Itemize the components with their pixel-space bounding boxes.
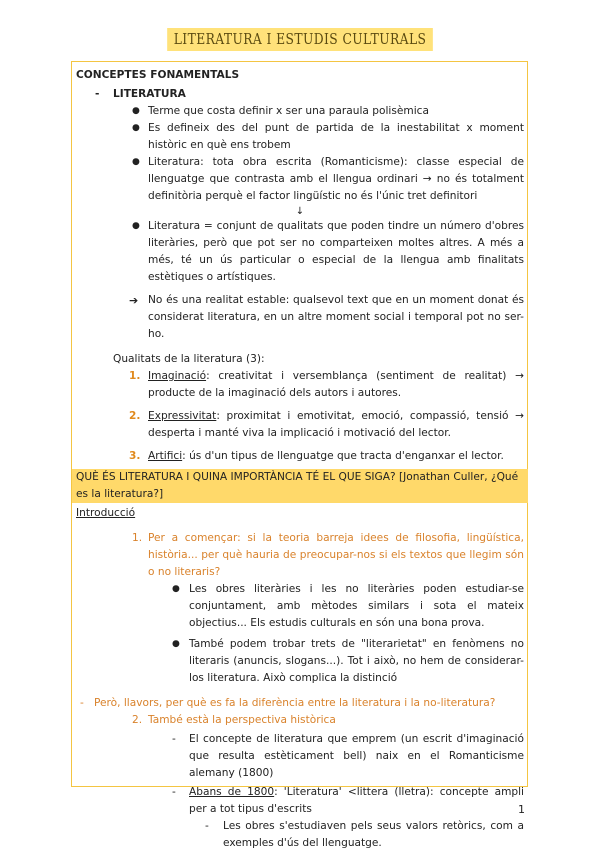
document-content — [76, 67, 524, 852]
section-heading-conceptes: CONCEPTES FONAMENTALS — [76, 69, 240, 81]
title-wrap — [0, 28, 600, 51]
dash-marker: - — [95, 88, 100, 100]
dash-marker: - — [172, 733, 176, 745]
dash-marker: - — [80, 697, 84, 709]
bullet-dot-icon: ● — [172, 584, 180, 594]
dash-item: - Abans de 1800: 'Literatura' <littera (lletra): concepte ampli per a tot tipus d'escrits — [172, 786, 524, 815]
bullet-item: ● També podem trobar trets de "literarietat" en fenòmens no literaris (anuncis, slogans...). Tot i això, no hem de considerar-los literatura. Això complica la distinció — [172, 638, 524, 684]
right-arrow-icon: ➔ — [129, 294, 139, 307]
dash-marker: - — [205, 820, 209, 832]
bullet-dot-icon: ● — [132, 157, 140, 167]
dash-marker: - — [172, 786, 176, 798]
dash-item: - El concepte de literatura que emprem (un escrit d'imaginació que resulta estèticament bell) naix en el Romanticisme alemany (1800) — [172, 733, 524, 779]
bullet-item: ● Terme que costa definir x ser una paraula polisèmica — [76, 103, 524, 120]
bullet-dot-icon: ● — [132, 123, 140, 133]
qualitat-item: 1. Imaginació: creativitat i versemblança (sentiment de realitat) → producte de la imaginació dels autors i autores. — [129, 370, 524, 399]
bullet-item: ● Literatura: tota obra escrita (Romanticisme): classe especial de llenguatge que contrasta amb el llengua ordinari → no és totalment definitòria perquè el factor lingüístic no és l'únic tret definitori — [132, 156, 524, 202]
point-2: 2. També està la perspectiva històrica — [132, 714, 336, 726]
qualitats-label: Qualitats de la literatura (3): — [113, 353, 265, 365]
intro-label: Introducció — [76, 507, 136, 519]
qualitat-item: 3. Artifici: ús d'un tipus de llenguatge que tracta d'enganxar el lector. — [129, 450, 504, 462]
arrow-item: ➔ No és una realitat estable: qualsevol text que en un moment donat és considerat literatura, en un altre moment social i temporal pot no ser-ho. — [129, 294, 524, 340]
literatura-label: - LITERATURA — [76, 86, 524, 103]
bullet-item: ● Literatura = conjunt de qualitats que poden tindre un número d'obres literàries, però que pot ser no comparteixen moltes altres. A més a més, té un ús particular o especial de la llengua amb finalitats estètiques o artístiques. — [132, 220, 524, 283]
qualitat-item: 2. Expressivitat: proximitat i emotivitat, emoció, compassió, tensió → desperta i manté viva la implicació i motivació del lector. — [129, 410, 524, 439]
page-title: LITERATURA I ESTUDIS CULTURALS — [167, 28, 433, 51]
section-heading-culler: QUÈ ÉS LITERATURA I QUINA IMPORTÀNCIA TÉ EL QUE SIGA? [Jonathan Culler, ¿Qué es la literatura?] — [72, 469, 528, 503]
page-number: 1 — [518, 803, 525, 816]
dash-subitem: - Les obres s'estudiaven pels seus valors retòrics, com a exemples d'ús del llenguatge. — [205, 820, 524, 849]
question-line: - Però, llavors, per què es fa la diferència entre la literatura i la no-literatura? — [76, 695, 524, 712]
bullet-item: ● Les obres literàries i les no literàries poden estudiar-se conjuntament, amb mètodes similars i sota el mateix objectius... Els estudis culturals en són una bona prova. — [172, 583, 524, 629]
point-1: 1. Per a començar: si la teoria barreja idees de filosofia, lingüística, història... per què hauria de preocupar-nos si els textos que llegim són o no literaris? — [132, 532, 524, 578]
bullet-dot-icon: ● — [132, 221, 140, 231]
bullet-dot-icon: ● — [172, 639, 180, 649]
bullet-item: ● Es defineix des del punt de partida de la inestabilitat x moment històric en què ens trobem — [132, 122, 524, 151]
bullet-dot-icon: ● — [132, 106, 140, 116]
down-arrow-icon: ↓ — [295, 206, 305, 217]
